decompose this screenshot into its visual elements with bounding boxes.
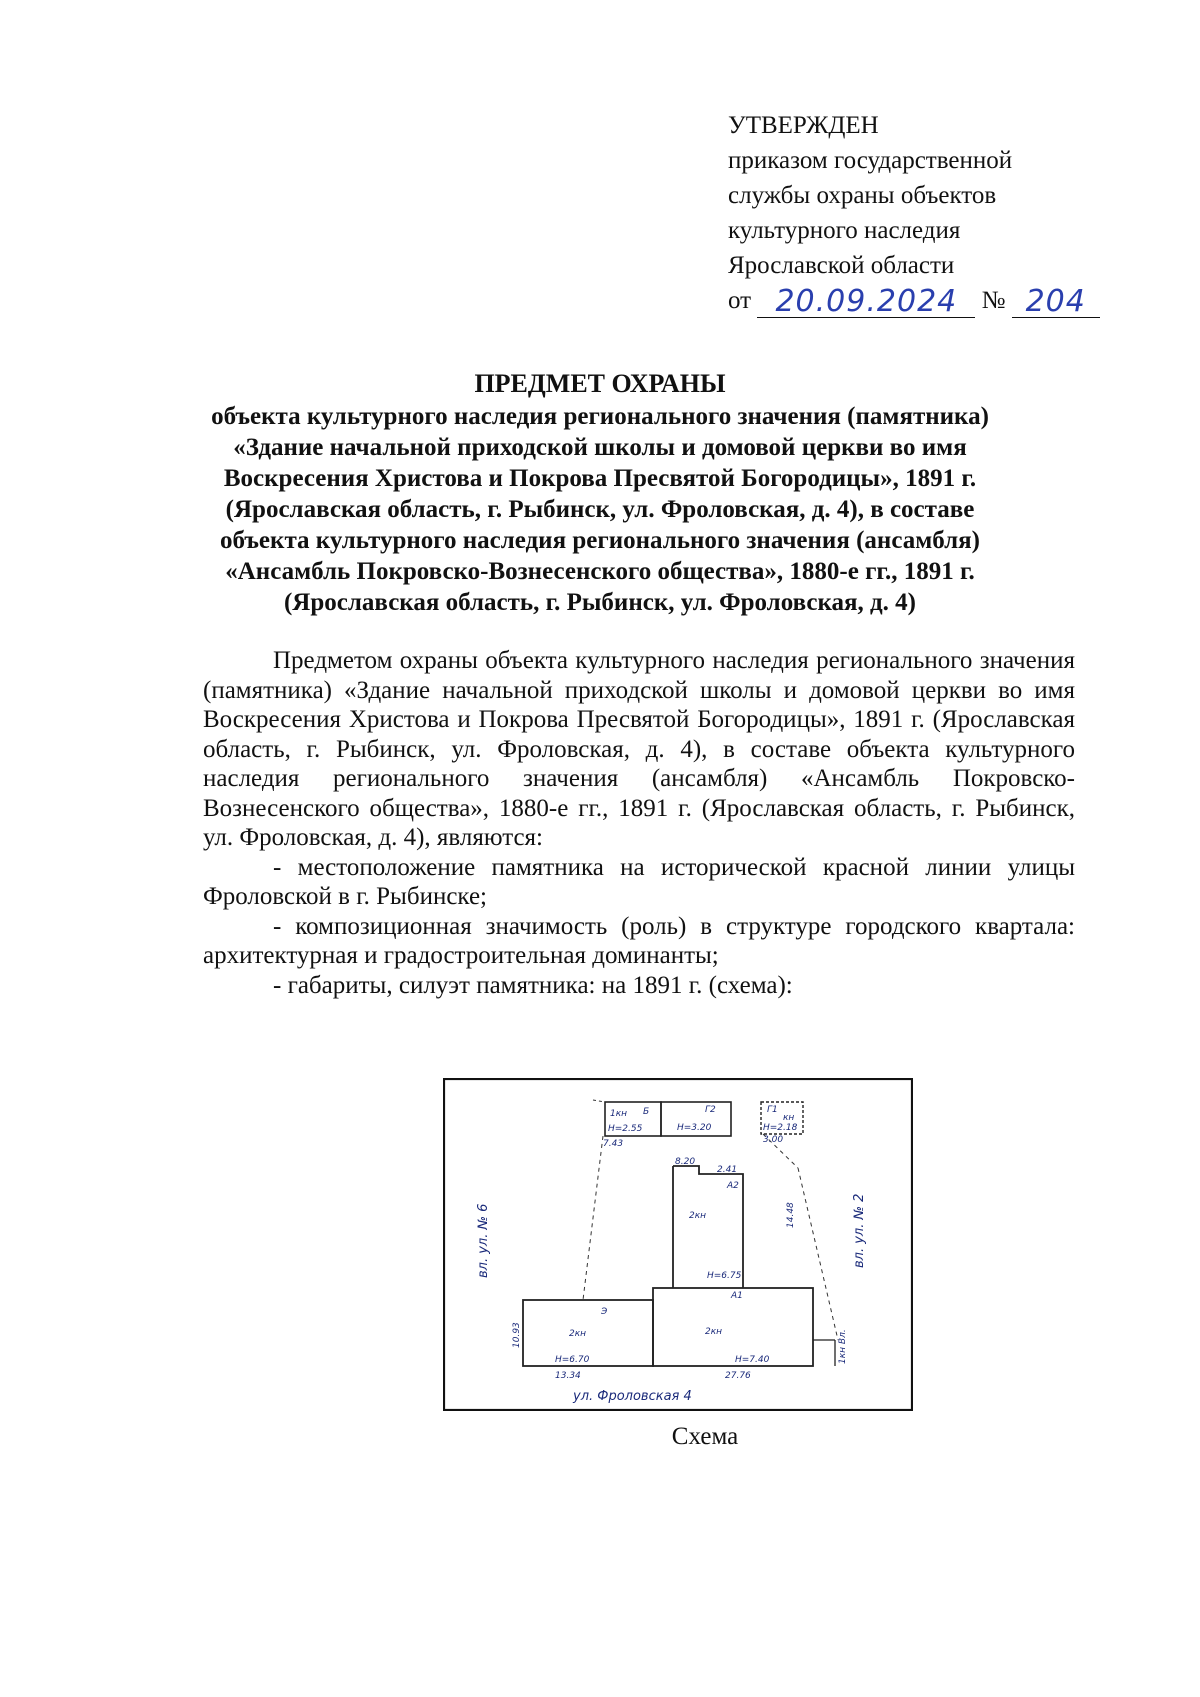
label-right: 1кн Вл.: [838, 1329, 848, 1364]
label-bdim: 7.43: [603, 1139, 624, 1149]
label-g1kn: кн: [783, 1113, 795, 1123]
approval-line: службы охраны объектов: [728, 182, 997, 209]
label-mh: H=7.40: [735, 1355, 770, 1365]
title-line: объекта культурного наследия регионального значения (ансамбля): [219, 527, 981, 554]
list-item: - габариты, силуэт памятника: на 1891 г. (схема):: [273, 971, 793, 999]
list-item: - местоположение памятника на исторической красной линии улицы Фроловской в г. Рыбинске;: [203, 853, 1075, 910]
number-value: 204: [1025, 284, 1086, 319]
label-neighbor-right: вл. ул. № 2: [852, 1193, 867, 1268]
approval-line: Ярославской области: [728, 252, 955, 279]
label-a2: А2: [727, 1181, 739, 1191]
label-g1dim: 3.00: [763, 1135, 784, 1145]
label-ldim: 13.34: [555, 1371, 581, 1381]
approval-date-line: [728, 283, 1100, 318]
label-e: Э: [601, 1307, 608, 1317]
label-street: ул. Фроловская 4: [573, 1389, 692, 1404]
label-bh: H=2.55: [608, 1124, 643, 1134]
label-tdr: 2.41: [717, 1165, 738, 1175]
date-value: 20.09.2024: [775, 284, 958, 319]
approval-line: культурного наследия: [728, 217, 961, 244]
list-item: - композиционная значимость (роль) в структуре городского квартала: архитектурная и градостроительная доминанты;: [203, 912, 1075, 969]
label-th: H=6.75: [707, 1271, 742, 1281]
title-line: «Ансамбль Покровско-Вознесенского общества», 1880-е гг., 1891 г.: [225, 558, 975, 585]
label-mfl: 2кн: [705, 1327, 723, 1337]
label-g2h: H=3.20: [677, 1123, 712, 1133]
title-line: объекта культурного наследия регионального значения (памятника): [211, 403, 989, 430]
label-g1: Г1: [767, 1105, 778, 1115]
scheme-caption: Схема: [671, 1423, 739, 1450]
site-scheme: [443, 1078, 913, 1411]
title-main: ПРЕДМЕТ ОХРАНЫ: [474, 369, 726, 398]
title-line: «Здание начальной приходской школы и домовой церкви во имя: [233, 434, 967, 461]
intro-paragraph: Предметом охраны объекта культурного наследия регионального значения (памятника) «Здание начальной приходской школы и домовой церкви во имя Воскресения Христова и Покрова Пресвятой Богородицы», 1891 г. (Ярославская область, г. Рыбинск, ул. Фроловская, д. 4), в составе объекта культурного наследия регионального значения (ансамбля) «Ансамбль Покровско-Вознесенского общества», 1880-е гг., 1891 г. (Ярославская область, г. Рыбинск, ул. Фроловская, д. 4), являются:: [203, 647, 1075, 851]
label-lh: H=6.70: [555, 1355, 590, 1365]
document-title: [200, 368, 1000, 618]
label-g2: Г2: [705, 1105, 716, 1115]
date-prefix: от: [728, 287, 752, 314]
label-g1h: H=2.18: [763, 1123, 798, 1133]
approval-block: [728, 108, 1100, 318]
number-sign: №: [981, 287, 1006, 314]
title-line: (Ярославская область, г. Рыбинск, ул. Фроловская, д. 4), в составе: [225, 496, 975, 523]
label-bl: 1кн: [610, 1109, 628, 1119]
label-tfl: 2кн: [689, 1211, 707, 1221]
label-tside: 14.48: [786, 1202, 796, 1228]
approval-heading: УТВЕРЖДЕН: [728, 112, 879, 139]
label-neighbor-left: вл. ул. № 6: [476, 1203, 491, 1278]
title-line: Воскресения Христова и Покрова Пресвятой Богородицы», 1891 г.: [223, 465, 977, 492]
number-field: [1012, 284, 1100, 319]
label-b: Б: [643, 1107, 650, 1117]
title-line: (Ярославская область, г. Рыбинск, ул. Фроловская, д. 4): [283, 589, 917, 616]
body-text: [203, 646, 1075, 1000]
label-tdl: 8.20: [675, 1157, 696, 1167]
label-mdim: 27.76: [725, 1371, 751, 1381]
label-lside: 10.93: [512, 1322, 522, 1348]
approval-line: приказом государственной: [728, 147, 1013, 174]
date-field: [757, 284, 975, 319]
label-a1: А1: [731, 1291, 743, 1301]
label-lfl: 2кн: [569, 1329, 587, 1339]
